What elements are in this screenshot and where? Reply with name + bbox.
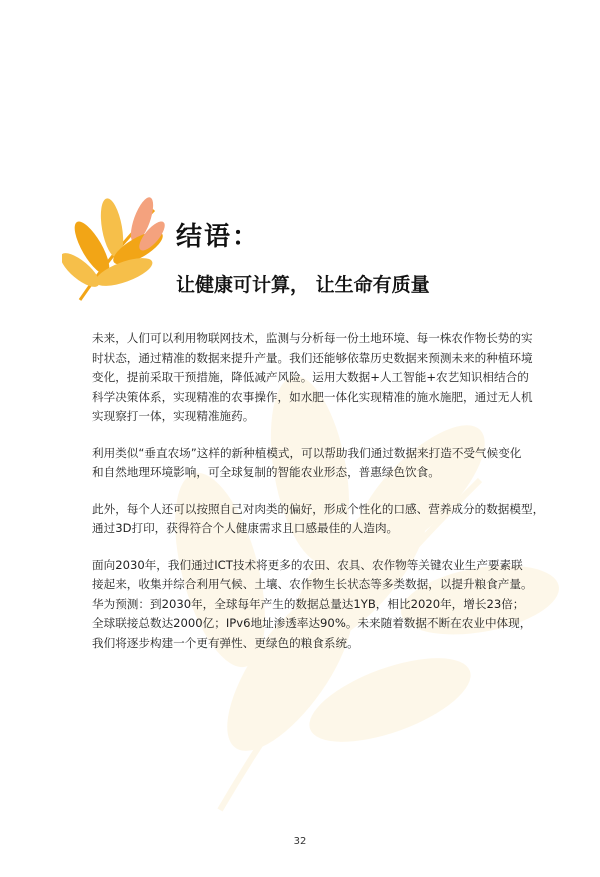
paragraph [92, 329, 533, 427]
text-line: 变化，提前采取干预措施，降低减产风险。运用大数据+人工智能+农艺知识相结合的 [92, 370, 529, 384]
body-text [92, 329, 545, 670]
text-line: 科学决策体系，实现精准的农事操作，如水肥一体化实现精准的施水施肥，通过无人机 [92, 389, 533, 404]
text-line: 未来，人们可以利用物联网技术，监测与分析每一份土地环境、每一株农作物长势的实 [92, 331, 533, 345]
text-line: 接起来，收集并综合利用气候、土壤、农作物生长状态等多类数据，以提升粮食产量。 [92, 577, 533, 591]
text-line: 实现察打一体，实现精准施药。 [92, 409, 255, 423]
text-line: 利用类似“垂直农场”这样的新种植模式，可以帮助我们通过数据来打造不受气候变化 [92, 445, 522, 460]
wheat-leaves-icon [62, 188, 182, 303]
text-line: 通过3D打印，获得符合个人健康需求且口感最佳的人造肉。 [92, 521, 399, 535]
page-title: 结语： [176, 222, 261, 252]
text-line: 全球联接总数达2000亿；IPv6地址渗透率达90%。未来随着数据不断在农业中体现， [92, 616, 532, 630]
text-line: 和自然地理环境影响，可全球复制的智能农业形态，普惠绿色饮食。 [92, 465, 440, 479]
text-line: 面向2030年，我们通过ICT技术将更多的农田、农具、农作物等关键农业生产要素联 [92, 557, 523, 572]
page-subtitle: 让健康可计算， 让生命有质量 [176, 274, 430, 296]
text-line: 此外，每个人还可以按照自己对肉类的偏好，形成个性化的口感、营养成分的数据模型， [92, 501, 545, 516]
text-line: 时状态，通过精准的数据来提升产量。我们还能够依靠历史数据来预测未来的种植环境 [92, 350, 533, 365]
text-line: 华为预测：到2030年，全球每年产生的数据总量达1YB，相比2020年，增长23倍； [92, 596, 525, 611]
paragraph [92, 556, 533, 654]
text-line: 我们将逐步构建一个更有弹性、更绿色的粮食系统。 [92, 635, 359, 650]
page-number: 32 [293, 836, 307, 847]
paragraph [92, 444, 522, 483]
paragraph [92, 500, 545, 539]
